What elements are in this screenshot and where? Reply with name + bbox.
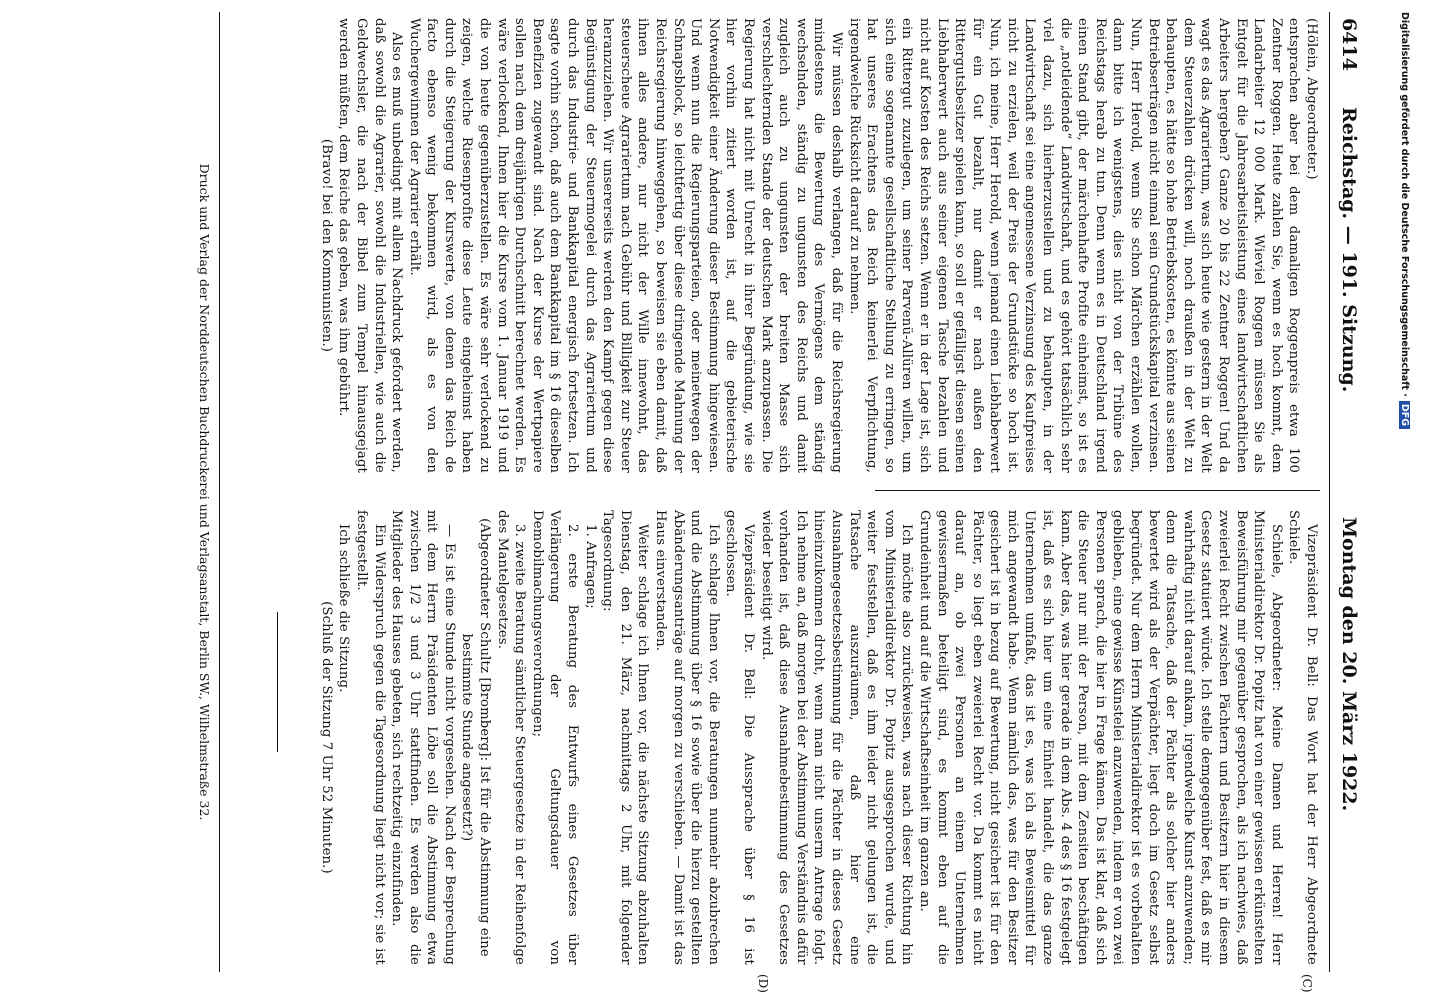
- digitization-credit: [1392, 12, 1410, 992]
- speaker-tag: (Hölein, Abgeordneter.): [1304, 18, 1319, 180]
- agenda-item: 3. zweite Beratung sämtlicher Steuergesetze in der Reihenfolge des Mantelgesetzes.: [494, 510, 528, 965]
- applause: (Bravo! bei den Kommunisten.): [318, 138, 334, 353]
- agenda-item: 2. erste Beratung des Entwurfs eines Gesetzes über Verlängerung der Geltungsdauer von Demobilmachungsverordnungen;: [529, 510, 581, 965]
- column-rule: [875, 490, 1320, 491]
- paragraph: Vizepräsident Dr. Bell: Die Aussprache über § 16 ist geschlossen.: [723, 510, 756, 965]
- paragraph: Ich möchte also zurückweisen, was nach dieser Richtung hin vom Ministerialdirektor Dr. Popitz ausgesprochen wurde, und weiter feststellen, daß es ihm leider nicht gelungen ist, die Tatsache auszuräumen, daß hier eine Ausnahmegesetzesbestimmung für die Pächter in dieses Gesetz hineinzukommen droht, wenn man nicht unserm Antrage folgt. Ich nehme an, daß morgen bei der Abstimmung Verständnis dafür vorhanden ist, daß diese Ausnahmebestimmung des Gesetzes wieder beseitigt wird.: [758, 510, 915, 965]
- running-header: [1332, 12, 1366, 988]
- paragraph: — Es ist eine Stunde nicht vorgesehen. Nach der Besprechung mit dem Herrn Präsidenten Löbe soll die Abstimmung etwa zwischen 1/2 3 und 3 Uhr stattfinden. Es werden also die Mitglieder des Hauses gebeten, sich rechtzeitig einzufinden.: [389, 510, 457, 965]
- closing-note: (Schluß der Sitzung 7 Uhr 52 Minuten.): [318, 601, 334, 874]
- paragraph: Ich schließe die Sitzung.: [336, 524, 352, 693]
- end-rule: [277, 612, 278, 752]
- right-column: [317, 510, 1320, 965]
- paragraph: Ein Widerspruch gegen die Tagesordnung liegt nicht vor; sie ist festgestellt.: [353, 510, 387, 965]
- margin-marker-c: (C): [1300, 974, 1314, 993]
- imprint-footer: Druck und Verlag der Norddeutschen Buchdruckerei und Verlagsanstalt, Berlin SW., Wilhelmstraße 32.: [197, 163, 212, 821]
- paragraph: Vizepräsident Dr. Bell: Das Wort hat der Herr Abgeordnete Schiele.: [1286, 510, 1319, 965]
- left-column: [317, 18, 1320, 473]
- credit-text: Digitalisierung gefördert durch die Deutsche Forschungsgemeinschaft ·: [1399, 12, 1410, 397]
- paragraph: entsprachen aber bei dem damaligen Roggenpreis etwa 100 Zentner Roggen. Heute zahlen Sie, wenn es hoch kommt, dem Landarbeiter 12 000 Mark. Wieviel Roggen müssen Sie als Entgelt für die Jahresarbeitsleistung eines landwirtschaftlichen Arbeiters hergeben? Ganze 20 bis 22 Zentner Roggen! Und da wagt es das Agrariertum, was sich heute wie gestern in der Welt dem Steuerzahlen drücken will, noch draußen in der Welt zu behaupten, es hätte so hohe Betriebskosten, es könnte aus seinen Betriebserträgen nicht einmal sein Grundstückskapital verzinsen. Nun, Herr Herold, wenn Sie schon Märchen erzählen wollen, dann bitte ich wenigstens, dies nicht von der Tribüne des Reichstags herab zu tun. Denn wenn es in Deutschland irgend einen Stand gibt, der märchenhafte Profite einheimst, so ist es die „notleidende“ Landwirtschaft, und es gehört tatsächlich sehr viel dazu, sich hierherzustellen und zu behaupten, in der Landwirtschaft sei eine angemessene Verzinsung des Kaufpreises nicht zu erzielen, weil der Preis der Grundstücke so hoch ist. Nun, ich meine, Herr Herold, wenn jemand einen Liebhaberwert für ein Gut bezahlt, nur damit er nach außen den Rittergutsbesitzer spielen kann, so soll er gefälligst diesen seinen Liebhaberwert auch aus seiner eigenen Tasche bezahlen und nicht auf Kosten des Reichs setzen. Wenn er in der Lage ist, sich ein Rittergut zuzulegen, um seiner Parvenü-Allüren willen, um sich eine sogenannte gesellschaftliche Stellung zu erringen, so hat unseres Erachtens das Reich keinerlei Verpflichtung, irgendwelche Rücksicht darauf zu nehmen.: [846, 18, 1302, 473]
- rotated-sheet: [60, 12, 1370, 993]
- paragraph: Schiele, Abgeordneter: Meine Damen und Herren! Herr Ministerialdirektor Dr. Popitz hat von einer gewissen erkünstelten Beweisführung mir gegenüber gesprochen, als ich nachwies, daß zweierlei Recht zwischen Pächtern und Besitzern hier in diesem Gesetz statuiert würde. Ich stelle demgegenüber fest, daß es mir wahrhaftig nicht darauf ankam, irgendwelche Kunst anzuwenden; denn die Tatsache, daß der Pächter als solcher hier anders bewertet wird als der Verpächter, liegt doch im Gesetz selbst begründet. Nur dem Herrn Ministerialdirektor ist es vorbehalten geblieben, eine gewisse Künstelei anzuwenden, indem er von zwei Personen sprach, die hier in Frage kämen. Das ist klar, daß sich die Steuer nur mit der Person, mit dem Zensiten beschäftigen kann. Aber das, was hier gerade in dem Abs. 4 des § 16 festgelegt ist, daß es sich hier um eine Einheit handelt, die das ganze Unternehmen umfaßt, das ist es, was ich als Beweismittel für mich angewandt habe. Wenn nämlich das, was für den Besitzer gesichert ist in bezug auf Bewertung, nicht gesichert ist für den Pächter, so liegt eben zweierlei Recht vor. Da kommt es nicht darauf an, ob zwei Personen an einem Unternehmen gewissermaßen beteiligt sind, es kommt eben auf die Grundeinheit und auf die Wirtschaftseinheit im ganzen an.: [916, 510, 1284, 965]
- dfg-logo: DFG: [1399, 401, 1410, 429]
- header-date: Montag den 20. März 1922.: [1338, 517, 1360, 812]
- footer-rule: [219, 12, 220, 972]
- margin-marker-d: (D): [756, 974, 770, 993]
- paragraph: Wir müssen deshalb verlangen, daß für die Reichsregierung mindestens die Bewertung des Vermögens dem ständig wechselnden, ständig zu ungunsten des Reichs und damit zugleich auch zu ungunsten der breiten Masse sich verschlechternden Stande der deutschen Mark anzupassen. Die Regierung hat nicht mit Unrecht in ihrer Begründung, wie sie hier vorhin zitiert worden ist, auf die gebieterische Notwendigkeit einer Änderung dieser Bestimmung hingewiesen. Und wenn nun die Regierungsparteien, oder meinetwegen der Schnapsblock, so leichtfertig über diese dringende Mahnung der Reichsregierung hinweggehen, so beweisen sie eben damit, daß ihnen alles andere, nur nicht der Wille innewohnt, das steuerscheue Agrariertum nach Gebühr und Billigkeit zur Steuer heranzuziehen. Wir unsererseits werden den Kampf gegen diese Begünstigung der Steuermogelei durch das Agrariertum und durch das Industrie- und Bankkapital energisch fortsetzen. Ich sagte vorhin schon, daß auch dem Bankkapital im § 16 dieselben Benefizien zugewandt sind. Nach der Kurse der Wertpapiere sollen nach dem dreijährigen Durchschnitt berechnet werden. Es wäre verlockend, Ihnen hier die Kurse vom 1. Januar 1919 und die von heute gegenüberzustellen. Es wäre sehr verlockend zu zeigen, welche Riesenprofite diese Leute eingeheimst haben durch die Steigerung der Kurswerte, von denen das Reich de facto ebenso wenig bekommen wird, als es von den Wuchergewinnen der Agrarier erhält.: [406, 18, 844, 473]
- header-rule: [1329, 12, 1330, 972]
- agenda-item: 1. Anfragen;: [582, 524, 598, 609]
- paragraph: Ich schlage Ihnen vor, die Beratungen nunmehr abzubrechen und die Abstimmung über § 16 sowie über die hierzu gestellten Abänderungsanträge auf morgen zu verschieben. — Damit ist das Haus einverstanden.: [653, 510, 721, 965]
- paragraph: Weiter schlage ich Ihnen vor, die nächste Sitzung abzuhalten Dienstag, den 21. März, nachmittags 2 Uhr, mit folgender Tagesordnung:: [600, 510, 651, 965]
- interjection: (Abgeordneter Schultz [Bromberg]: Ist für die Abstimmung eine bestimmte Stunde angesetzt?): [459, 518, 493, 957]
- page-number: 6414: [1338, 18, 1360, 71]
- paragraph: Also es muß unbedingt mit allem Nachdruck gefordert werden, daß sowohl die Agrarier, sowohl die Industriellen, wie auch die Geldwechsler, die nach der Bibel zum Tempel hinausgejagt werden müßten, dem Reiche das geben, was ihm gebührt.: [336, 18, 405, 473]
- header-session: Reichstag. — 191. Sitzung.: [1338, 107, 1360, 393]
